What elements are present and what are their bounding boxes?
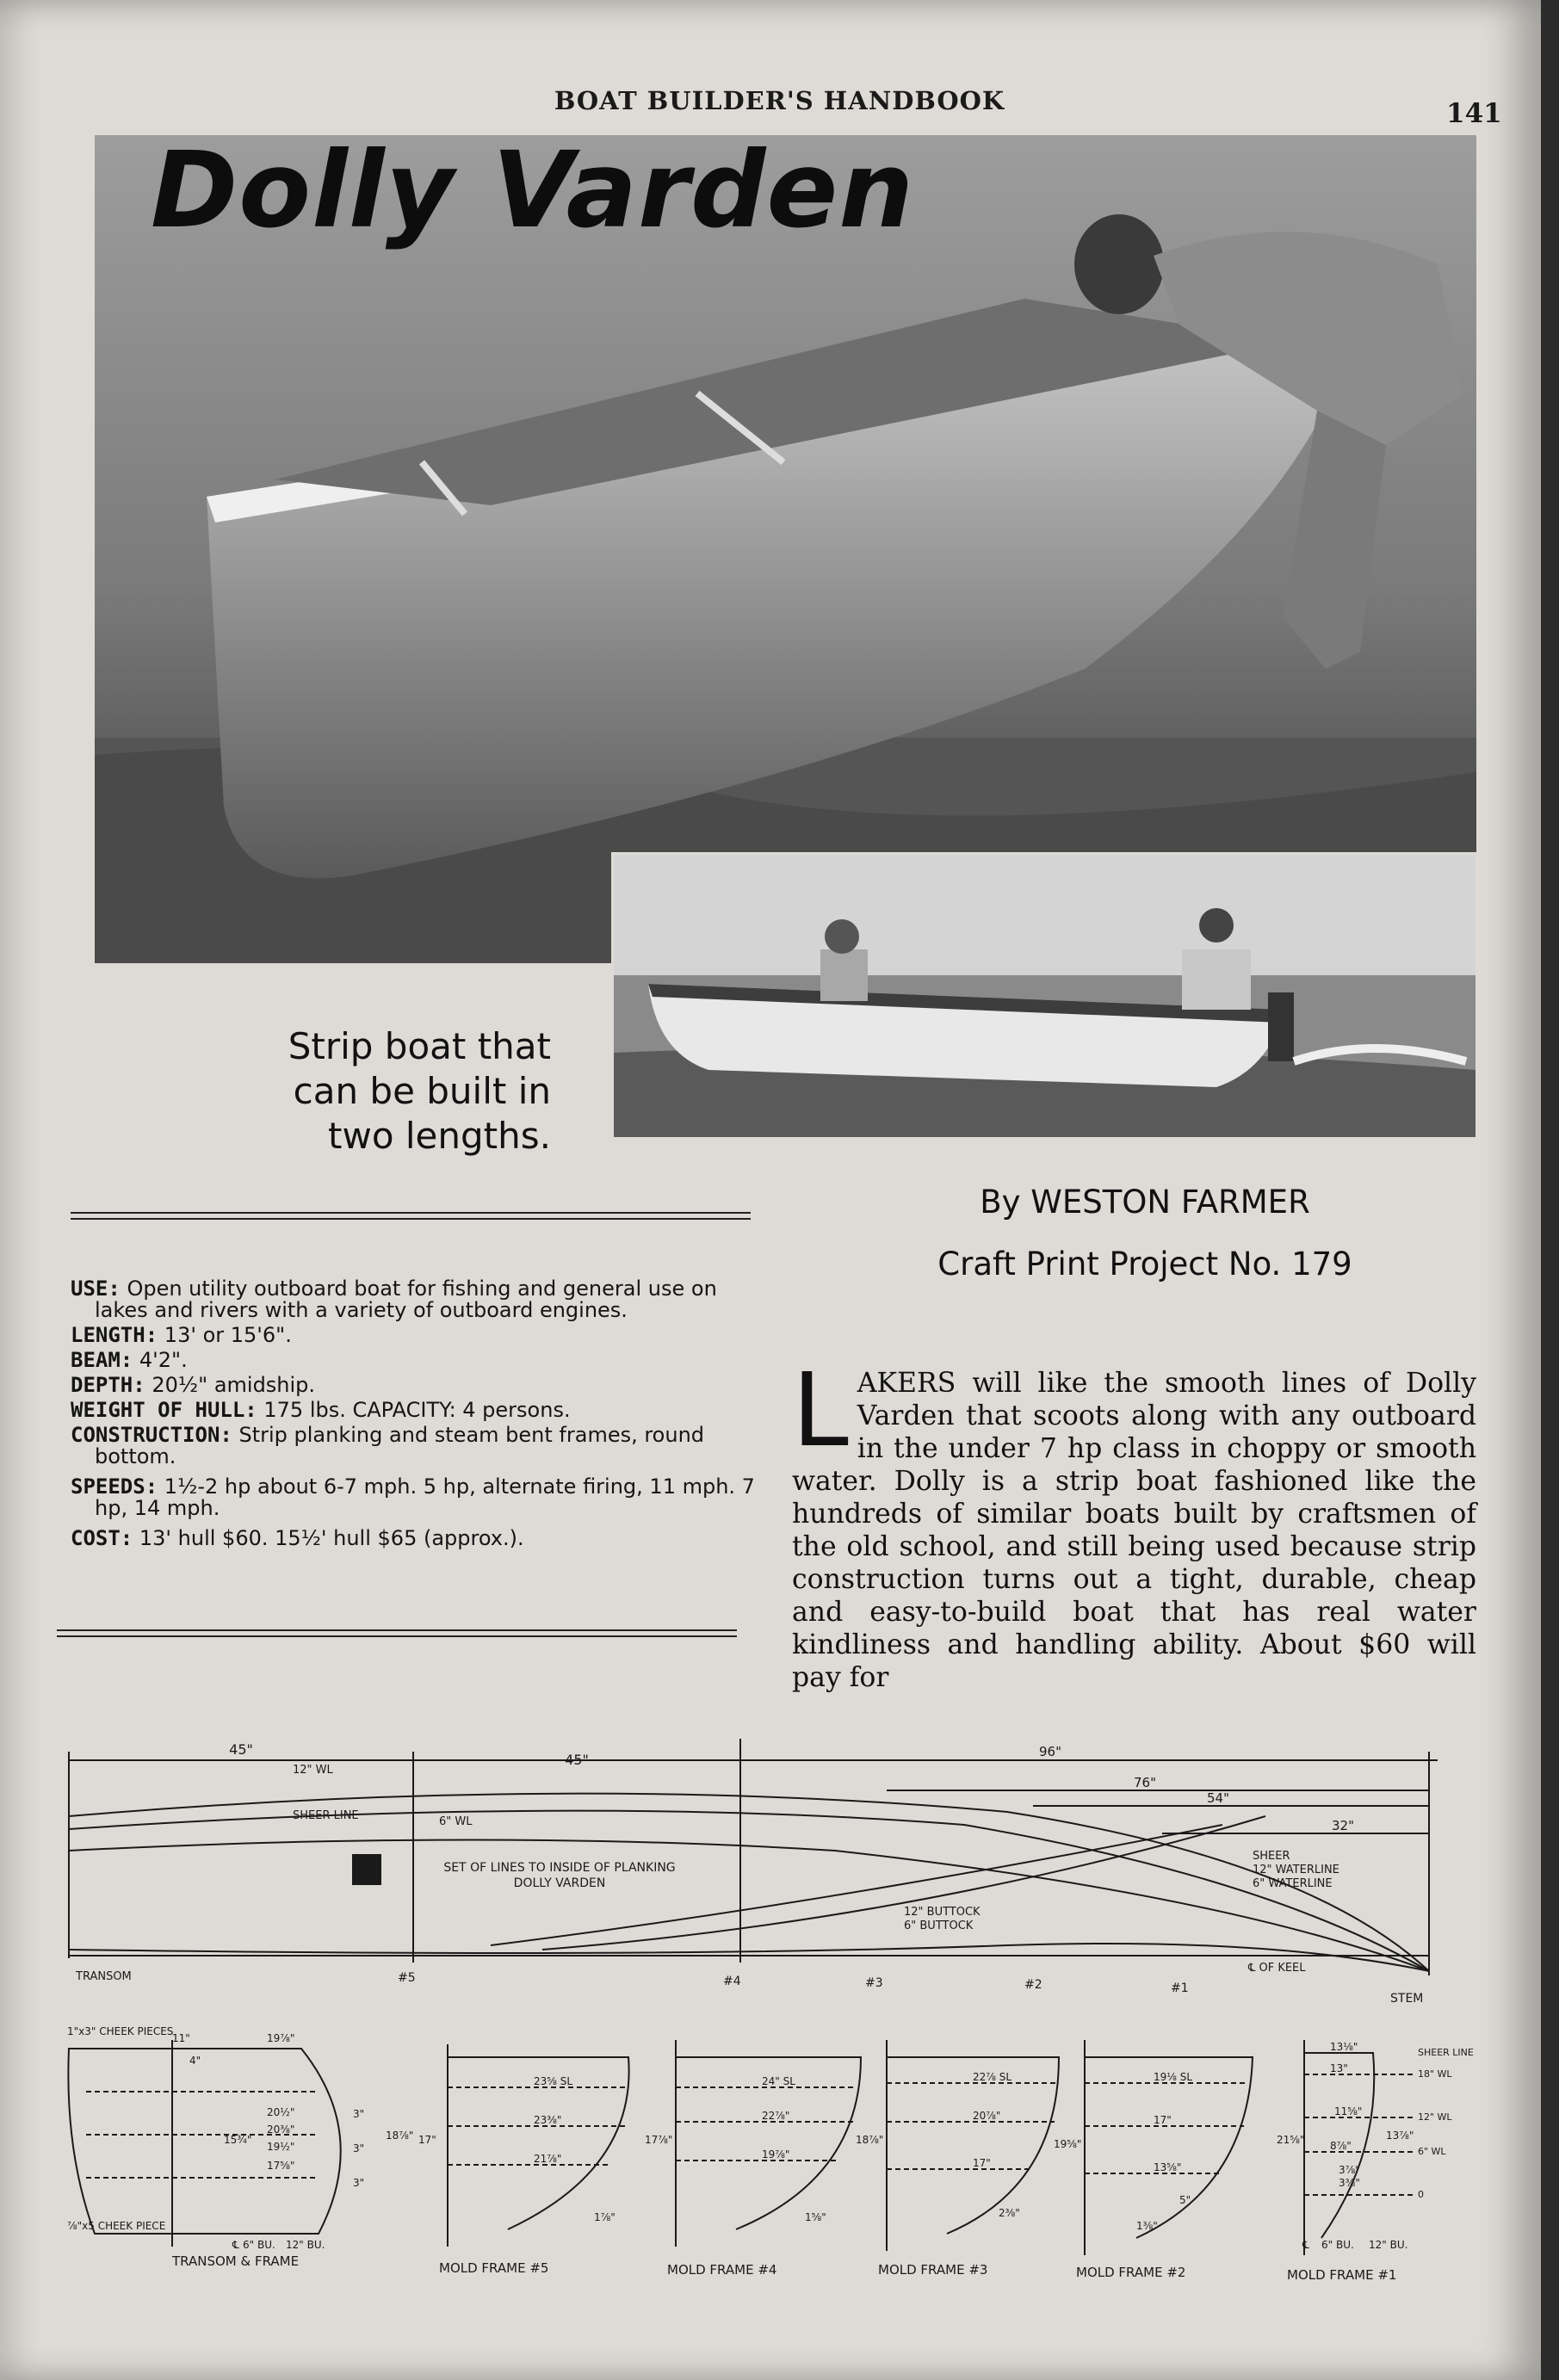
dimension-label: 32": [1332, 1818, 1354, 1833]
frame-title: MOLD FRAME #3: [878, 2262, 988, 2278]
frame-title: MOLD FRAME #2: [1076, 2265, 1186, 2280]
svg-text:11⅝": 11⅝": [1334, 2105, 1363, 2117]
photo-boat-on-shore: [95, 129, 1476, 963]
svg-text:3": 3": [353, 2177, 365, 2189]
svg-text:20½": 20½": [267, 2106, 295, 2118]
svg-text:19⅛ SL: 19⅛ SL: [1154, 2071, 1193, 2083]
svg-text:℄: ℄: [232, 2239, 239, 2251]
svg-text:5": 5": [1179, 2194, 1191, 2206]
figure-number: 1: [360, 1858, 374, 1882]
page-number: 141: [1446, 98, 1502, 129]
svg-text:1⅞": 1⅞": [594, 2211, 616, 2223]
svg-text:6" BU.: 6" BU.: [243, 2239, 275, 2251]
svg-text:1"x3" CHEEK PIECES: 1"x3" CHEEK PIECES: [67, 2025, 174, 2037]
line-label: ℄ OF KEEL: [1248, 1962, 1306, 1975]
line-label: SHEER: [1253, 1850, 1290, 1863]
svg-text:12" BU.: 12" BU.: [1369, 2239, 1408, 2251]
tagline: [172, 1024, 551, 1159]
spec-depth: DEPTH: 20½" amidship.: [71, 1373, 316, 1397]
spec-construction: CONSTRUCTION: Strip planking and steam bent frames, round bottom.: [71, 1423, 705, 1468]
mold-frame-5: [418, 2044, 629, 2276]
svg-text:17⅝": 17⅝": [267, 2160, 295, 2172]
tagline-line: can be built in: [293, 1070, 551, 1112]
svg-text:3⅜": 3⅜": [1339, 2177, 1360, 2189]
photo-boat-underway: [611, 852, 1478, 1140]
specifications-box: [71, 1278, 759, 1553]
drawing-caption: DOLLY VARDEN: [513, 1876, 606, 1890]
svg-text:1⅜": 1⅜": [1136, 2220, 1158, 2232]
line-label: SHEER LINE: [293, 1809, 359, 1822]
frame-title: MOLD FRAME #5: [439, 2260, 549, 2276]
svg-text:23⅝ SL: 23⅝ SL: [534, 2075, 573, 2087]
svg-text:21⅝": 21⅝": [1277, 2134, 1305, 2146]
svg-text:19⅞": 19⅞": [267, 2032, 295, 2044]
station-label: #4: [723, 1975, 741, 1988]
svg-text:3": 3": [353, 2142, 365, 2154]
article-paragraph: AKERS will like the smooth lines of Dolly Varden that scoots along with any outboard in the under 7 hp class in choppy or smooth water. Dolly is a strip boat fashioned like the hundreds of similar boats built by craftsmen of the old school, and still being used because strip construction turns out a tight, durable, cheap and easy-to-build boat that has real water kindliness and handling ability. About $60 will pay for: [792, 1368, 1476, 1693]
line-label: 6" BUTTOCK: [904, 1919, 974, 1932]
svg-text:6" BU.: 6" BU.: [1321, 2239, 1354, 2251]
station-label: #5: [398, 1971, 416, 1985]
mold-frame-3: [856, 2040, 1059, 2278]
svg-text:2⅜": 2⅜": [999, 2207, 1020, 2219]
dimension-label: 54": [1207, 1790, 1229, 1806]
line-label: 12" BUTTOCK: [904, 1906, 981, 1919]
station-label: #1: [1171, 1981, 1189, 1995]
spec-beam: BEAM: 4'2".: [71, 1348, 188, 1372]
svg-text:19⅞": 19⅞": [762, 2148, 790, 2161]
svg-text:SHEER LINE: SHEER LINE: [1418, 2047, 1474, 2058]
frame-title: MOLD FRAME #1: [1287, 2267, 1397, 2281]
mold-frame-2: [1054, 2040, 1253, 2280]
article-body: [792, 1351, 1476, 1694]
drawing-caption: SET OF LINES TO INSIDE OF PLANKING: [443, 1861, 676, 1875]
line-label: 6" WL: [439, 1815, 473, 1828]
svg-text:18⅞": 18⅞": [386, 2130, 414, 2142]
spec-weight: WEIGHT OF HULL: 175 lbs. CAPACITY: 4 persons.: [71, 1398, 571, 1422]
svg-text:13⅝": 13⅝": [1154, 2161, 1182, 2173]
station-label: STEM: [1390, 1992, 1424, 2006]
byline: By WESTON FARMER: [980, 1184, 1310, 1221]
svg-text:24" SL: 24" SL: [762, 2075, 795, 2087]
svg-text:⅞"x5 CHEEK PIECE: ⅞"x5 CHEEK PIECE: [67, 2220, 166, 2232]
running-head: BOAT BUILDER'S HANDBOOK: [554, 86, 1005, 115]
svg-text:11": 11": [172, 2032, 190, 2044]
mold-frame-4: [645, 2040, 861, 2278]
line-label: 6" WATERLINE: [1253, 1877, 1333, 1890]
svg-text:23⅜": 23⅜": [534, 2114, 562, 2126]
svg-text:12" WL: 12" WL: [1418, 2111, 1452, 2123]
project-number: Craft Print Project No. 179: [937, 1246, 1352, 1283]
svg-text:20⅜": 20⅜": [267, 2123, 295, 2136]
svg-text:6" WL: 6" WL: [1418, 2146, 1446, 2157]
tagline-line: two lengths.: [328, 1115, 551, 1157]
article-title: Dolly Varden: [151, 129, 915, 251]
svg-text:0: 0: [1418, 2189, 1424, 2200]
transom-frame: [67, 2025, 413, 2269]
svg-text:3⅞": 3⅞": [1339, 2164, 1360, 2176]
frame-title: MOLD FRAME #4: [667, 2262, 777, 2278]
dimension-label: 45": [565, 1752, 589, 1768]
line-label: 12" WL: [293, 1764, 333, 1777]
spec-cost: COST: 13' hull $60. 15½' hull $65 (approx.).: [71, 1526, 524, 1550]
divider-rule: [57, 1629, 737, 1637]
tagline-line: Strip boat that: [288, 1025, 551, 1067]
svg-text:13⅞": 13⅞": [1386, 2130, 1414, 2142]
svg-text:18⅞": 18⅞": [856, 2134, 884, 2146]
svg-text:19½": 19½": [267, 2141, 295, 2153]
svg-text:21⅞": 21⅞": [534, 2153, 562, 2165]
svg-text:8⅞": 8⅞": [1330, 2140, 1352, 2152]
svg-text:17": 17": [973, 2157, 991, 2169]
line-label: 12" WATERLINE: [1253, 1864, 1339, 1876]
dimension-label: 45": [229, 1741, 253, 1758]
station-label: #2: [1024, 1978, 1042, 1992]
lines-drawing: [60, 1730, 1489, 2281]
svg-text:13⅛": 13⅛": [1330, 2041, 1358, 2053]
svg-text:19⅝": 19⅝": [1054, 2138, 1082, 2150]
svg-text:12" BU.: 12" BU.: [286, 2239, 325, 2251]
spec-length: LENGTH: 13' or 15'6".: [71, 1323, 292, 1347]
svg-text:℄: ℄: [1302, 2239, 1309, 2251]
svg-text:22⅞": 22⅞": [762, 2110, 790, 2122]
svg-text:13": 13": [1330, 2062, 1348, 2074]
spec-speeds: SPEEDS: 1½-2 hp about 6-7 mph. 5 hp, alternate firing, 11 mph. 7 hp, 14 mph.: [71, 1474, 755, 1520]
svg-text:20⅞": 20⅞": [973, 2110, 1001, 2122]
svg-text:15¾": 15¾": [224, 2134, 252, 2146]
svg-text:1⅝": 1⅝": [805, 2211, 826, 2223]
svg-text:22⅞ SL: 22⅞ SL: [973, 2071, 1012, 2083]
mold-frame-1: [1277, 2040, 1474, 2281]
svg-text:17": 17": [418, 2134, 436, 2146]
svg-text:3": 3": [353, 2108, 365, 2120]
frame-title: TRANSOM & FRAME: [172, 2253, 300, 2269]
station-label: TRANSOM: [76, 1970, 132, 1983]
dimension-label: 96": [1039, 1744, 1061, 1759]
svg-text:18" WL: 18" WL: [1418, 2068, 1452, 2080]
svg-text:17⅞": 17⅞": [645, 2134, 673, 2146]
dimension-label: 76": [1134, 1775, 1156, 1790]
drop-cap: L: [792, 1351, 849, 1469]
station-label: #3: [865, 1976, 883, 1990]
svg-text:17": 17": [1154, 2114, 1172, 2126]
spec-use: USE: Open utility outboard boat for fishing and general use on lakes and rivers with a variety of outboard engines.: [71, 1277, 717, 1322]
divider-rule: [71, 1212, 751, 1220]
profile-view: [69, 1739, 1438, 2006]
svg-text:4": 4": [189, 2055, 201, 2067]
